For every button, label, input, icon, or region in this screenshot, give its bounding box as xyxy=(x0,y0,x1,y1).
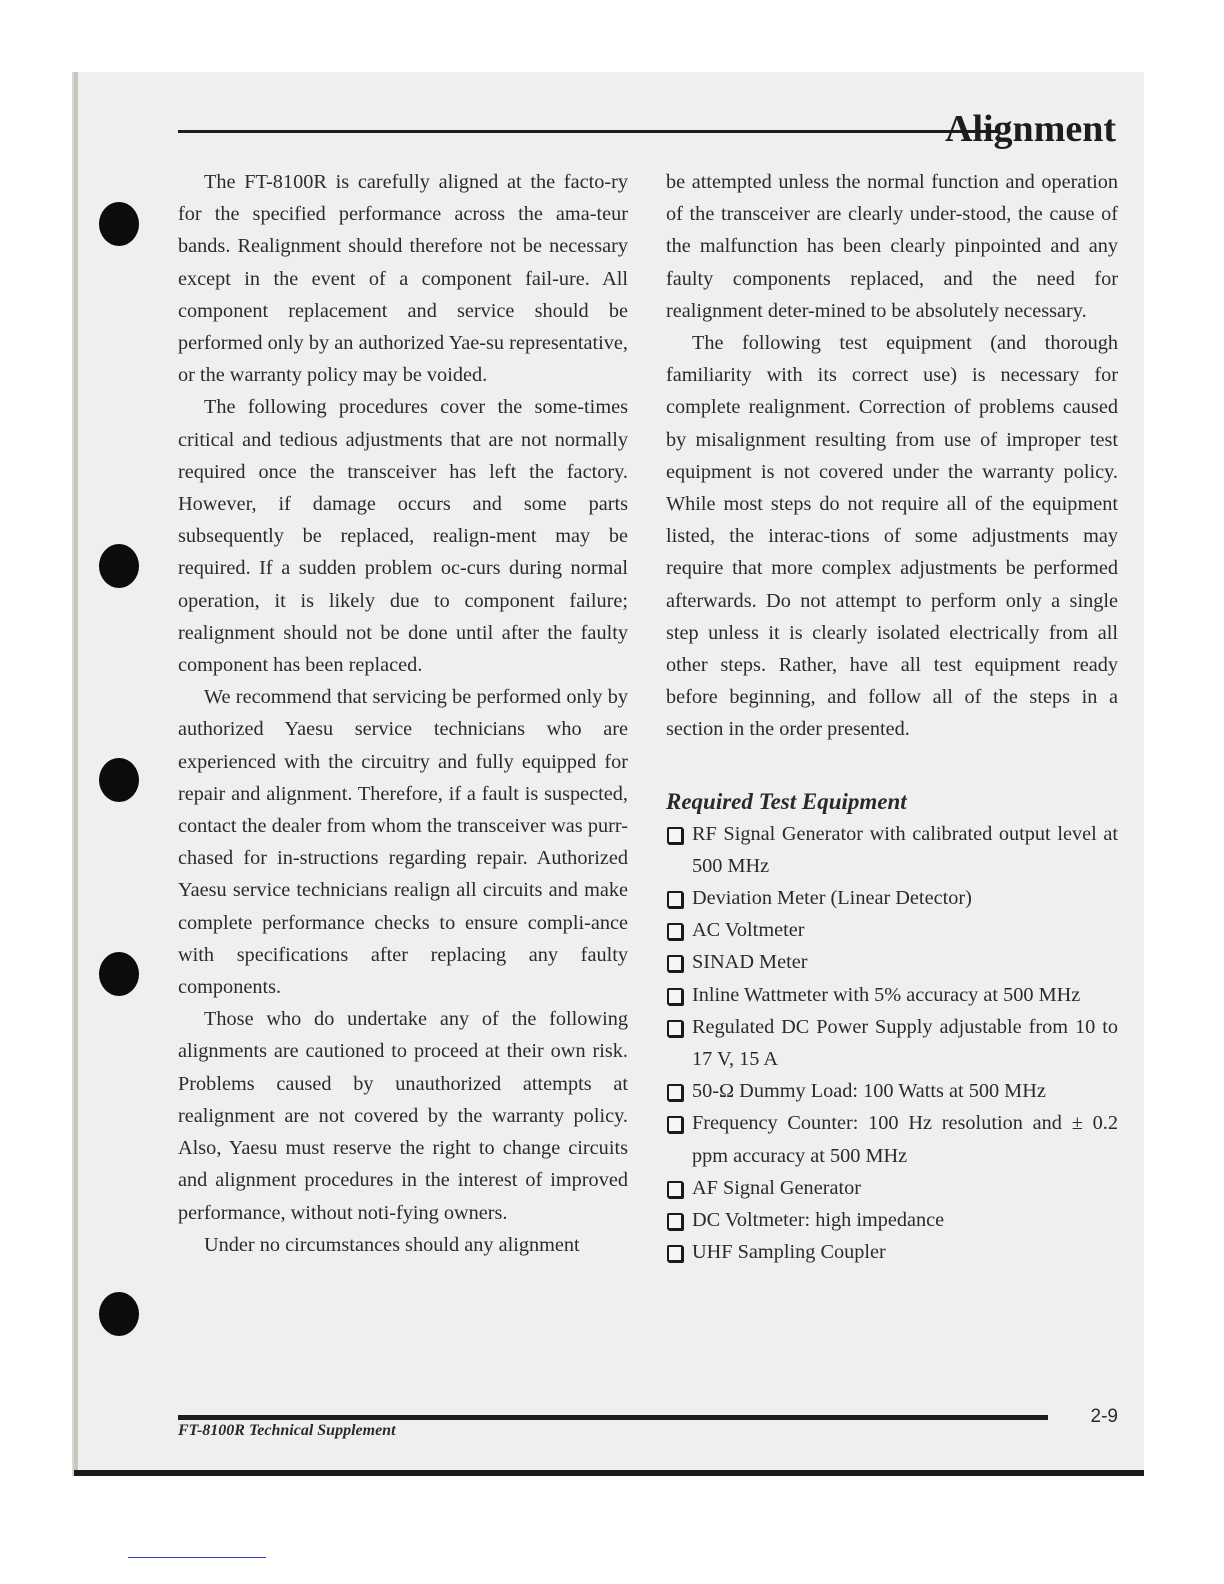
page-number: 2-9 xyxy=(1090,1406,1118,1427)
checkbox-icon xyxy=(667,827,683,844)
page-edge-shadow xyxy=(74,72,78,1476)
equipment-list xyxy=(666,818,1118,1269)
equipment-item xyxy=(666,979,1118,1011)
checkbox-icon xyxy=(667,1181,683,1198)
equipment-item xyxy=(666,1236,1118,1268)
checkbox-icon xyxy=(667,1213,683,1230)
equipment-item xyxy=(666,946,1118,978)
equipment-item-label: Regulated DC Power Supply adjustable from 10 to 17 V, 15 A xyxy=(692,1015,1118,1071)
checkbox-icon xyxy=(667,1116,683,1133)
equipment-item-label: AF Signal Generator xyxy=(692,1176,861,1199)
checkbox-icon xyxy=(667,1084,683,1101)
checkbox-icon xyxy=(667,891,683,908)
equipment-item xyxy=(666,882,1118,914)
equipment-item xyxy=(666,1107,1118,1171)
header-rule xyxy=(178,130,1000,133)
equipment-item xyxy=(666,1172,1118,1204)
section-title: Alignment xyxy=(945,108,1116,150)
intro-paragraph: The FT-8100R is carefully aligned at the facto-ry for the specified performance across the ama-teur bands. Realignment should therefore not be necessary except in the event of a component fail-ure. All component replacement and service should be performed only by an authorized Yae-su representative, or the warranty policy may be voided. xyxy=(178,171,628,387)
scan-bottom-edge xyxy=(74,1470,1144,1476)
scan-artifact-line xyxy=(128,1557,266,1558)
required-equipment-heading: Required Test Equipment xyxy=(666,788,907,814)
equipment-item-label: SINAD Meter xyxy=(692,951,808,974)
binder-hole-3 xyxy=(99,758,139,802)
binder-hole-5 xyxy=(99,1292,139,1336)
equipment-item-label: RF Signal Generator with calibrated output level at 500 MHz xyxy=(692,822,1118,877)
equipment-item-label: Deviation Meter (Linear Detector) xyxy=(692,887,972,910)
checkbox-icon xyxy=(667,923,683,940)
equipment-item-label: 50-Ω Dummy Load: 100 Watts at 500 MHz xyxy=(692,1080,1046,1103)
document-page xyxy=(72,72,1144,1476)
equipment-item xyxy=(666,914,1118,946)
circumstances-paragraph: Under no circumstances should any alignment xyxy=(204,1233,580,1256)
servicing-paragraph: We recommend that servicing be performed only by authorized Yaesu service technicians who are experienced with the circuitry and fully equipped for repair and alignment. Therefore, if a fault is suspected, contact the dealer from whom the transceiver was purr-chased for in-structions regarding repair. Authorized Yaesu service technicians realign all circuits and make complete performance checks to ensure compli-ance with specifications after replacing any faulty components. xyxy=(178,686,628,999)
footer-rule xyxy=(178,1415,1048,1420)
caution-paragraph: Those who do undertake any of the following alignments are cautioned to proceed at their own risk. Problems caused by unauthorized attempts at realignment are not covered by the warranty policy. Also, Yaesu must reserve the right to change circuits and alignment procedures in the interest of improved performance, without noti-fying owners. xyxy=(178,1008,628,1224)
procedures-paragraph: The following procedures cover the some-times critical and tedious adjustments that are not normally required once the transceiver has left the factory. However, if damage occurs and some parts subsequently be replaced, realign-ment may be required. If a sudden problem oc-curs during normal operation, it is likely due to component failure; realignment should not be done until after the faulty component has been replaced. xyxy=(178,396,628,677)
binder-hole-4 xyxy=(99,952,139,996)
left-column xyxy=(178,166,628,1261)
equipment-item xyxy=(666,1204,1118,1236)
right-column xyxy=(666,166,1118,1269)
checkbox-icon xyxy=(667,1245,683,1262)
checkbox-icon xyxy=(667,955,683,972)
equipment-item xyxy=(666,1075,1118,1107)
checkbox-icon xyxy=(667,988,683,1005)
equipment-item-label: AC Voltmeter xyxy=(692,919,805,942)
equipment-item xyxy=(666,1011,1118,1075)
equipment-item xyxy=(666,818,1118,882)
footer-title: FT-8100R Technical Supplement xyxy=(178,1422,396,1439)
equipment-item-label: Frequency Counter: 100 Hz resolution and ± 0.2 ppm accuracy at 500 MHz xyxy=(692,1112,1118,1167)
checkbox-icon xyxy=(667,1020,683,1037)
equipment-item-label: DC Voltmeter: high impedance xyxy=(692,1209,945,1232)
binder-hole-2 xyxy=(99,544,139,588)
equipment-paragraph: The following test equipment (and thorough familiarity with its correct use) is necessary for complete realignment. Correction of problems caused by misalignment resulting from use of improper test equipment is not covered under the warranty policy. While most steps do not require all of the equipment listed, the interac-tions of some adjustments may require that more complex adjustments be performed afterwards. Do not attempt to perform only a single step unless it is clearly isolated electrically from all other steps. Rather, have all test equipment ready before beginning, and follow all of the steps in a section in the order presented. xyxy=(666,332,1118,741)
equipment-item-label: Inline Wattmeter with 5% accuracy at 500 MHz xyxy=(692,983,1081,1006)
equipment-item-label: UHF Sampling Coupler xyxy=(692,1241,886,1264)
binder-hole-1 xyxy=(99,202,139,246)
continued-paragraph: be attempted unless the normal function and operation of the transceiver are clearly under-stood, the cause of the malfunction has been clearly pinpointed and any faulty components replaced, and the need for realignment deter-mined to be absolutely necessary. xyxy=(666,171,1118,322)
